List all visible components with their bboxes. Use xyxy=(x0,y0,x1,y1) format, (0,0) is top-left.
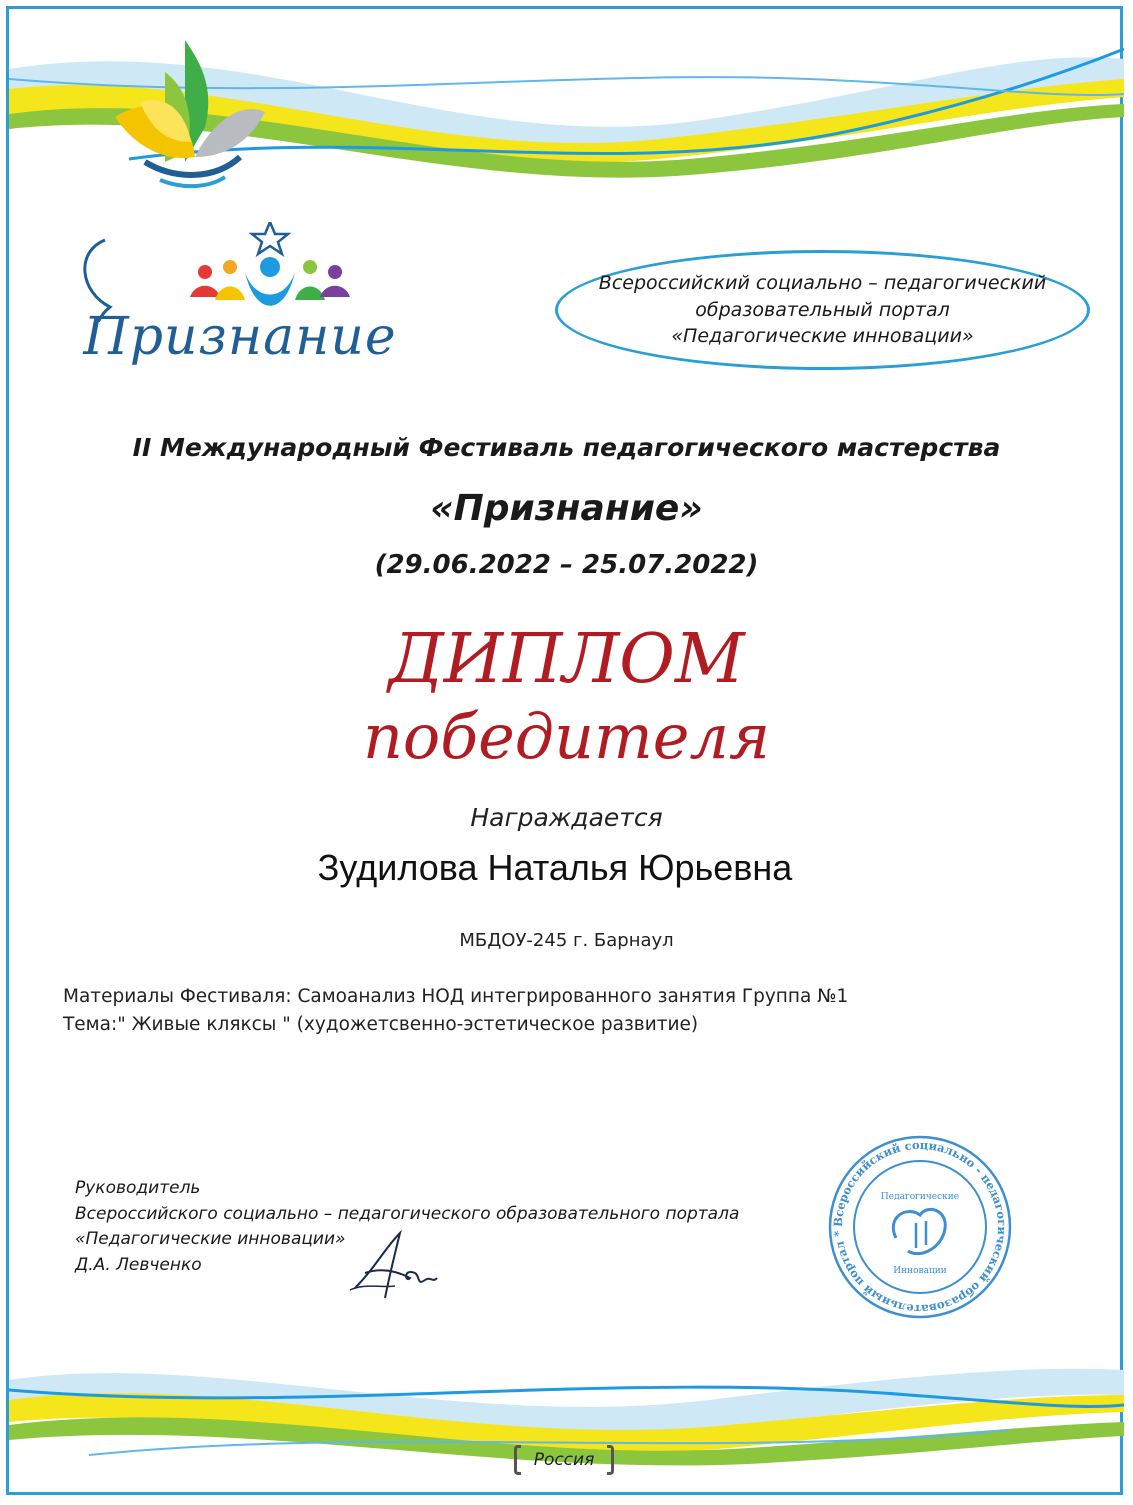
head-signature-block xyxy=(75,1176,835,1278)
portal-line-3: «Педагогические инновации» xyxy=(671,325,974,348)
topic-line: Тема:" Живые кляксы " (художетсвенно-эстетическое развитие) xyxy=(63,1013,699,1035)
portal-seal-icon xyxy=(826,1133,1014,1321)
festival-name: «Признание» xyxy=(430,488,703,529)
seal-ring-text: Всероссийский социально - педагогический образовательный портал * xyxy=(830,1137,1010,1317)
butterfly-logo-icon xyxy=(105,32,270,197)
materials-line: Материалы Фестиваля: Самоанализ НОД интегрированного занятия Группа №1 xyxy=(63,986,849,1007)
svg-text:Всероссийский социально - педа xyxy=(831,1138,1009,1316)
recipient-organization: МБДОУ-245 г. Барнаул xyxy=(459,930,674,951)
recipient-name: Зудилова Наталья Юрьевна xyxy=(317,847,793,888)
priznanie-logo xyxy=(60,222,420,402)
festival-title: II Международный Фестиваль педагогического мастерства xyxy=(132,433,1001,462)
diploma-subtitle: победителя xyxy=(362,700,771,773)
seal-inner-top: Педагогические xyxy=(880,1192,960,1202)
portal-line-1: Всероссийский социально – педагогический xyxy=(598,272,1047,295)
festival-dates: (29.06.2022 – 25.07.2022) xyxy=(374,550,759,580)
priznanie-wordmark: Признание xyxy=(83,307,397,367)
portal-name-oval xyxy=(555,250,1090,370)
materials-block xyxy=(63,983,1063,1039)
bracket-right xyxy=(607,1445,614,1475)
diploma-title: ДИПЛОМ xyxy=(388,620,745,699)
head-person: Д.А. Левченко xyxy=(75,1254,202,1275)
head-portal-name: «Педагогические инновации» xyxy=(75,1229,346,1249)
signature-icon xyxy=(345,1228,445,1306)
country-label: Россия xyxy=(533,1450,595,1470)
awarded-label: Награждается xyxy=(470,803,663,832)
seal-inner-bottom: Инновации xyxy=(893,1266,947,1276)
country-badge xyxy=(514,1443,614,1478)
portal-line-2: образовательный портал xyxy=(695,298,950,321)
head-portal-full: Всероссийского социально – педагогического образовательного портала xyxy=(75,1203,740,1224)
head-role: Руководитель xyxy=(75,1178,201,1198)
